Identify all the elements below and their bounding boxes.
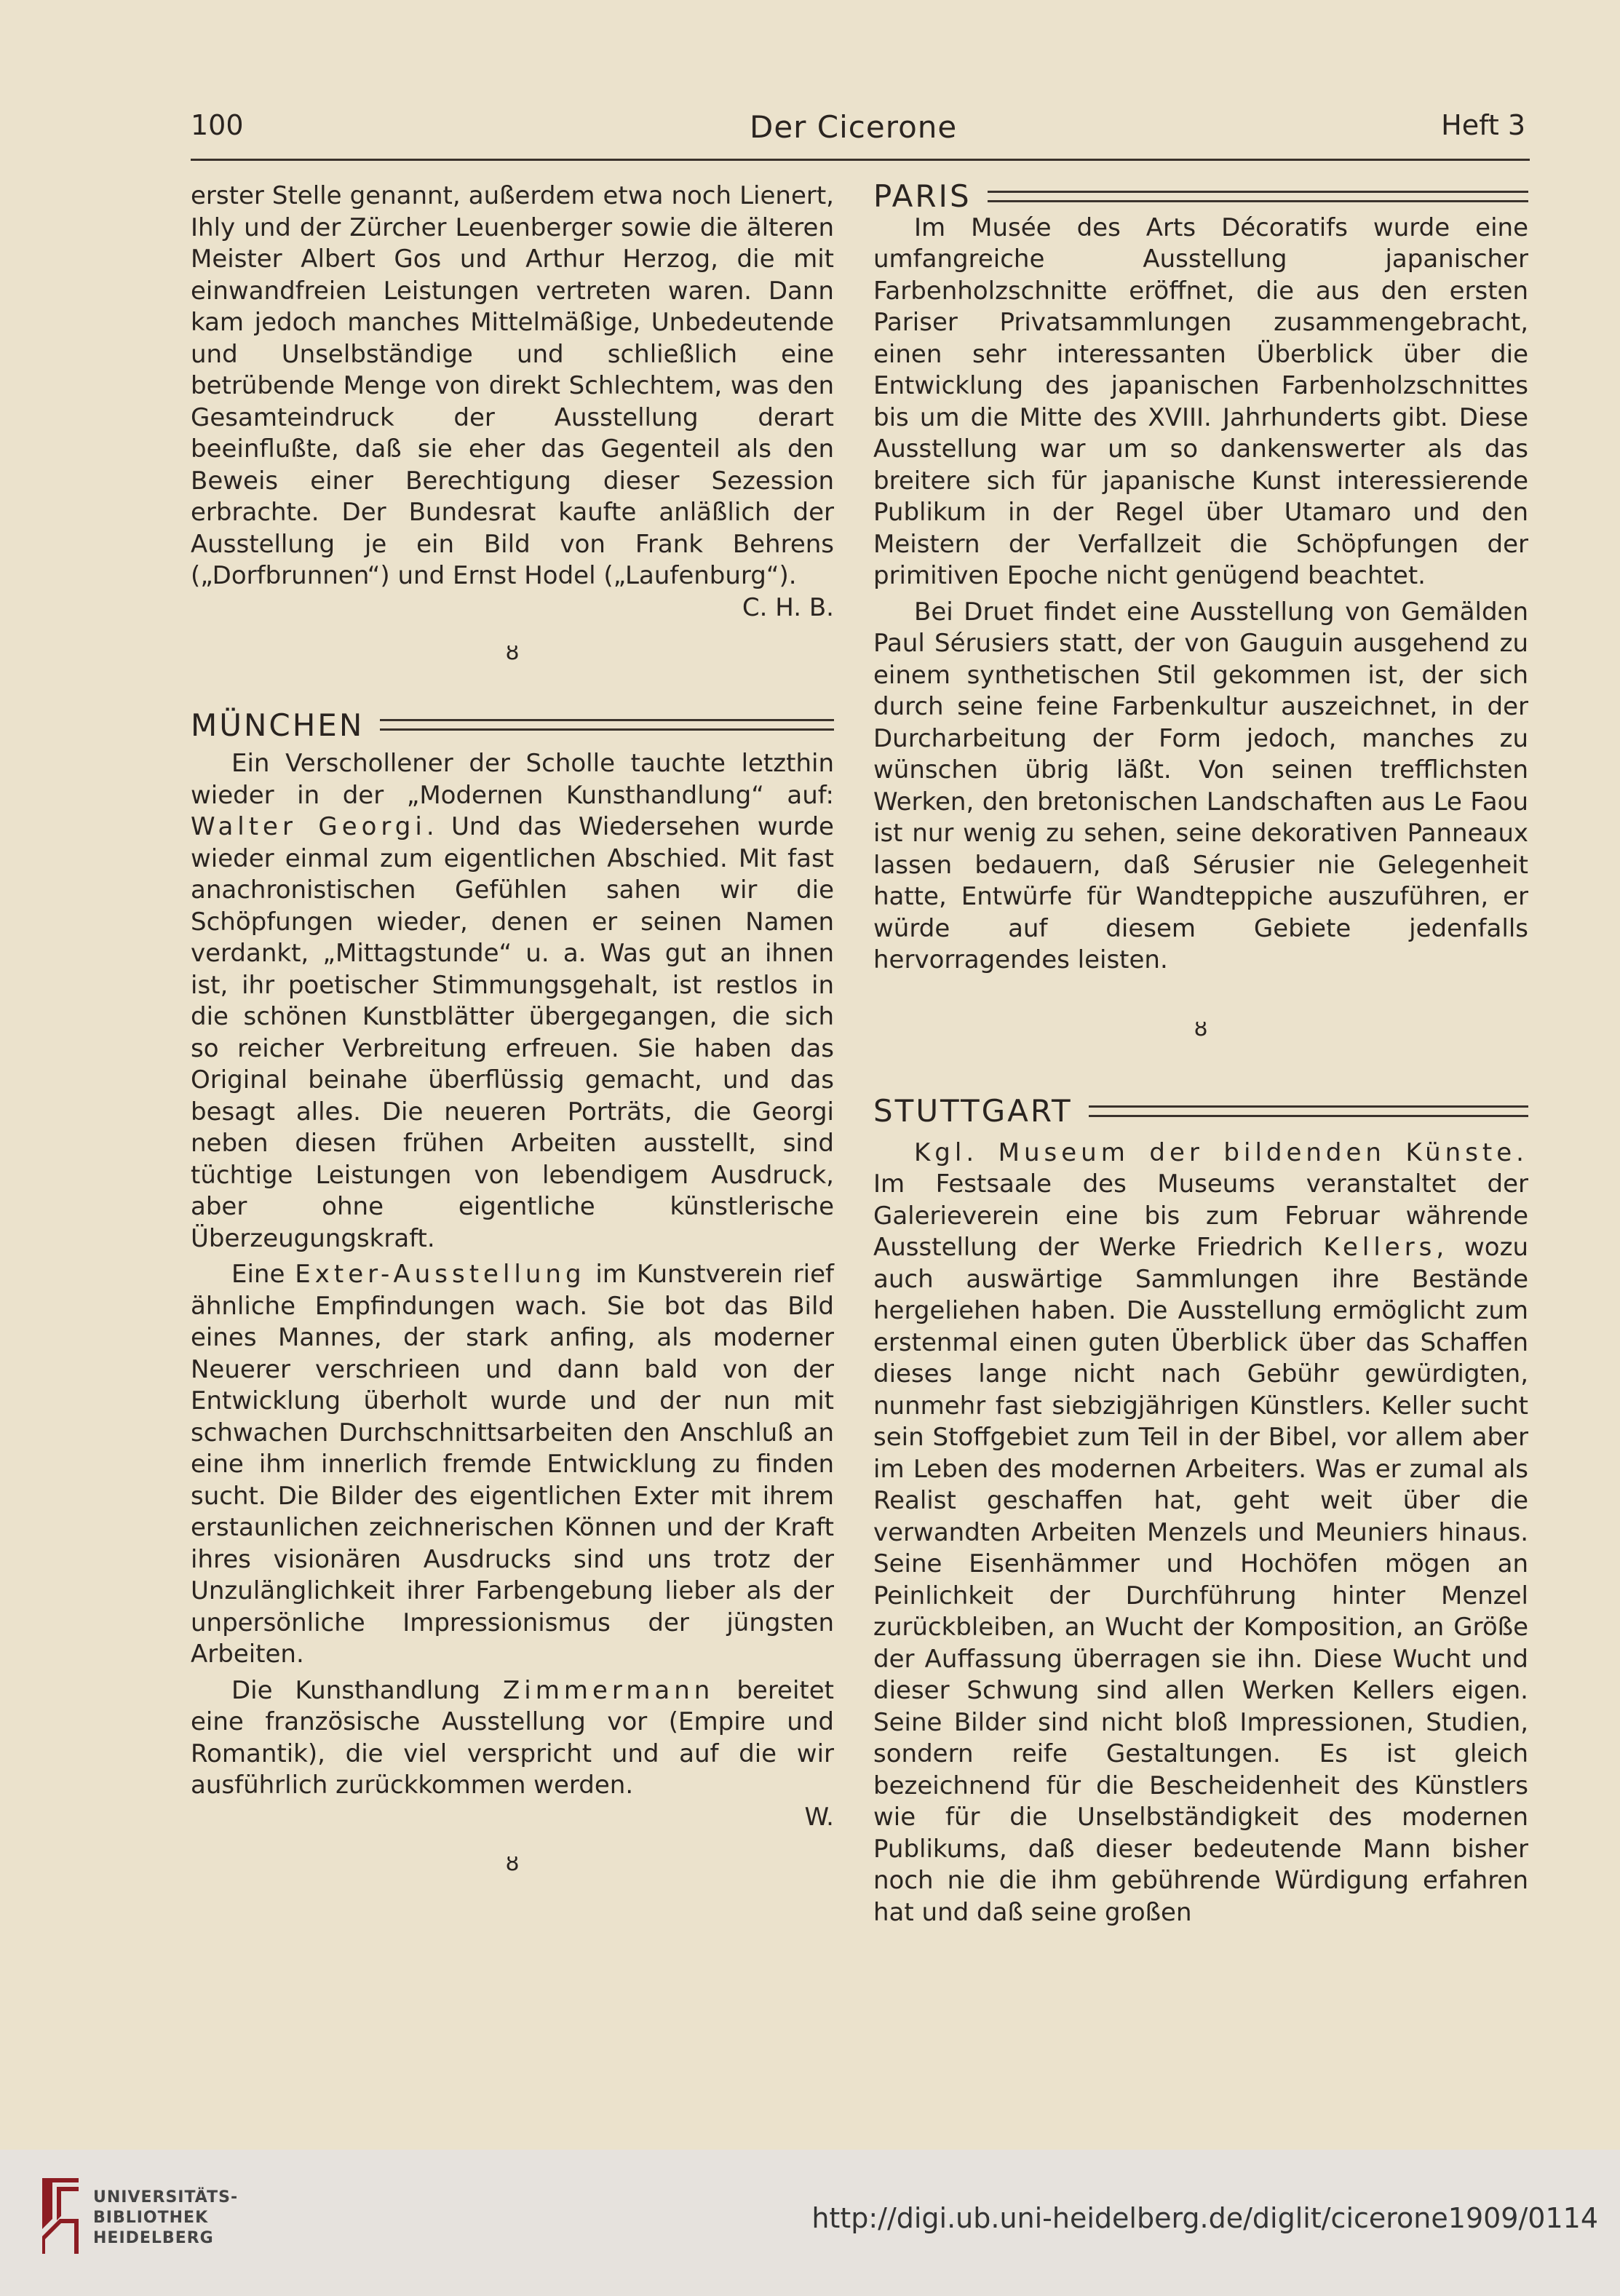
source-url[interactable]: http://digi.ub.uni-heidelberg.de/diglit/cicerone1909/0114 <box>811 2202 1598 2234</box>
paragraph: erster Stelle genannt, außerdem etwa noch Lienert, Ihly und der Zürcher Leuenberger sowie die älteren Meister Albert Gos und Arthur Herzog, die mit einwandfreien Leistungen vertreten waren. Dann kam jedoch manches Mittelmäßige, Unbedeutende und Unselbständige und schließlich eine betrübende Menge von direkt Schlechtem, was den Gesamteindruck der Ausstellung derart beeinflußte, daß sie eher das Gegenteil als den Beweis einer Berechtigung dieser Sezession erbrachte. Der Bundesrat kaufte anläßlich der Ausstellung je ein Bild von Frank Behrens („Dorfbrunnen“) und Ernst Hodel („Laufenburg“). <box>191 181 834 590</box>
library-line: HEIDELBERG <box>93 2229 214 2247</box>
double-rule <box>380 719 834 731</box>
paragraph: Im Musée des Arts Décoratifs wurde eine umfangreiche Ausstellung japanischer Farbenholzschnitte eröffnet, die aus den ersten Pariser Privatsammlungen zusammengebracht, einen sehr interessanten Überblick über die Entwicklung des japanischen Farbenholzschnittes bis um die Mitte des XVIII. Jahrhunderts gibt. Diese Ausstellung war um so dankenswerter als das breitere sich für japanische Kunst interessierende Publikum in der Regel über Utamaro und den Meistern der Verfallzeit die Schöpfungen der primitiven Epoche nicht genügend beachtet. <box>873 212 1528 590</box>
paragraph <box>191 1259 834 1671</box>
text-run: Eine <box>231 1260 295 1289</box>
text-run: Ein Verschollener der Scholle tauchte letzthin wieder in der „Modernen Kunsthandlung“ auf: <box>191 749 834 810</box>
spaced-name: Exter-Ausstellung <box>295 1260 586 1289</box>
section-heading-paris <box>873 180 1528 212</box>
signature: C. H. B. <box>742 592 834 622</box>
section-title: PARIS <box>873 178 972 214</box>
text-run: Im Festsaale des Museums veranstaltet der Galerieverein eine bis zum Februar währende Ausstellung der Werke Friedrich <box>873 1169 1528 1262</box>
paragraph: Bei Druet findet eine Ausstellung von Gemälden Paul Sérusiers statt, der von Gauguin ausgehend zu einem synthetischen Stil gekommen ist, der sich durch seine feine Farbenkultur auszeichnet, in der Durcharbeitung der Form jedoch, manches zu wünschen übrig läßt. Von seinen trefflichsten Werken, den bretonischen Landschaften aus Le Faou ist nur wenig zu sehen, seine dekorativen Panneaux lassen bedauern, daß Sérusier nie Gelegenheit hatte, Entwürfe für Wandteppiche auszuführen, er würde auf diesem Gebiete jedenfalls hervorragendes leisten. <box>873 597 1528 974</box>
running-title: Der Cicerone <box>750 109 958 145</box>
text-run: . Und das Wiedersehen wurde wieder einmal zum eigentlichen Abschied. Mit fast anachronistischen Gefühlen sahen wir die Schöpfungen wieder, denen er seinen Namen verdankt, „Mittagstunde“ u. a. Was gut an ihnen ist, ihr poetischer Stimmungsgehalt, ist restlos in die schönen Kunstblätter übergegangen, die sich so reicher Verbreitung erfreuen. Sie haben das Original beinahe überflüssig gemacht, und das besagt alles. Die neueren Porträts, die Georgi neben diesen frühen Arbeiten ausstellt, sind tüchtige Leistungen von lebendigem Ausdruck, aber ohne eigentliche künstlerische Überzeugungskraft. <box>191 812 834 1253</box>
signature: W. <box>804 1802 834 1832</box>
text-run: bereitet eine französische Ausstellung vor (Empire und Romantik), die viel verspricht und auf die wir ausführlich zurückkommen werden. <box>191 1675 835 1800</box>
header-rule <box>191 159 1530 161</box>
text-run: im Kunstverein rief ähnliche Empfindungen wach. Sie bot das Bild eines Mannes, der stark anfing, als moderner Neuerer verschrieen und dann bald von der Entwicklung überholt wurde und der nun mit schwachen Durchschnittsarbeiten den Anschluß an eine ihm innerlich fremde Entwicklung zu finden sucht. Die Bilder des eigentlichen Exter mit ihrem erstaunlichen zeichnerischen Können und der Kraft ihres visionären Ausdrucks sind uns trotz der Unzulänglichkeit ihrer Farbengebung lieber als der unpersönliche Impressionismus der jüngsten Arbeiten. <box>191 1260 835 1669</box>
paragraph <box>191 748 834 1255</box>
section-title: MÜNCHEN <box>191 707 365 743</box>
section-heading-stuttgart <box>873 1095 1528 1127</box>
spaced-name: Kgl. Museum der bildenden Künste. <box>914 1137 1528 1167</box>
double-rule <box>1089 1105 1528 1117</box>
spaced-name: Walter Georgi <box>191 812 426 841</box>
ornament: ȣ <box>1194 1015 1208 1041</box>
paragraph <box>873 1137 1528 1929</box>
left-column <box>191 180 834 1887</box>
library-logo-icon <box>38 2175 83 2257</box>
right-column <box>873 180 1528 1928</box>
digitization-footer <box>0 2150 1620 2296</box>
text-run: , wozu auch auswärtige Sammlungen ihre Bestände hergeliehen haben. Die Ausstellung ermöglicht zum erstenmal einen guten Überblick über das Schaffen dieses lange nicht nach Gebühr gewürdigten, nunmehr fast siebzigjährigen Künstlers. Keller sucht sein Stoffgebiet zum Teil in der Bibel, vor allem aber im Leben des modernen Arbeiters. Was er zumal als Realist geschaffen hat, geht weit über die verwandten Arbeiten Menzels und Meuniers hinaus. Seine Eisenhämmer und Hochöfen mögen an Peinlichkeit der Durchführung hinter Menzel zurückbleiben, an Wucht der Komposition, an Größe der Auffassung überragen sie ihn. Diese Wucht und dieser Schwung sind allen Werken Kellers eigen. Seine Bilder sind nicht bloß Impressionen, Studien, sondern reife Gestaltungen. Es ist gleich bezeichnend für die Bescheidenheit des Künstlers wie für die Unselbständigkeit des modernen Publikums, daß dieser bedeutende Mann bisher noch nie die ihm gebührende Würdigung erfahren hat und daß seine großen <box>873 1233 1529 1927</box>
library-name <box>93 2188 238 2249</box>
page-number: 100 <box>191 109 244 141</box>
library-line: UNIVERSITÄTS- <box>93 2188 239 2206</box>
double-rule <box>988 191 1528 202</box>
ornament: ȣ <box>505 640 520 665</box>
section-heading-munchen <box>191 707 834 743</box>
library-line: BIBLIOTHEK <box>93 2209 209 2227</box>
paragraph <box>191 1675 834 1802</box>
spaced-name: Zimmermann <box>502 1675 715 1705</box>
text-run: Die Kunsthandlung <box>231 1675 503 1705</box>
spaced-name: Kellers <box>1323 1233 1437 1262</box>
section-title: STUTTGART <box>873 1093 1073 1129</box>
ornament: ȣ <box>505 1851 520 1876</box>
issue-number: Heft 3 <box>1441 109 1525 141</box>
